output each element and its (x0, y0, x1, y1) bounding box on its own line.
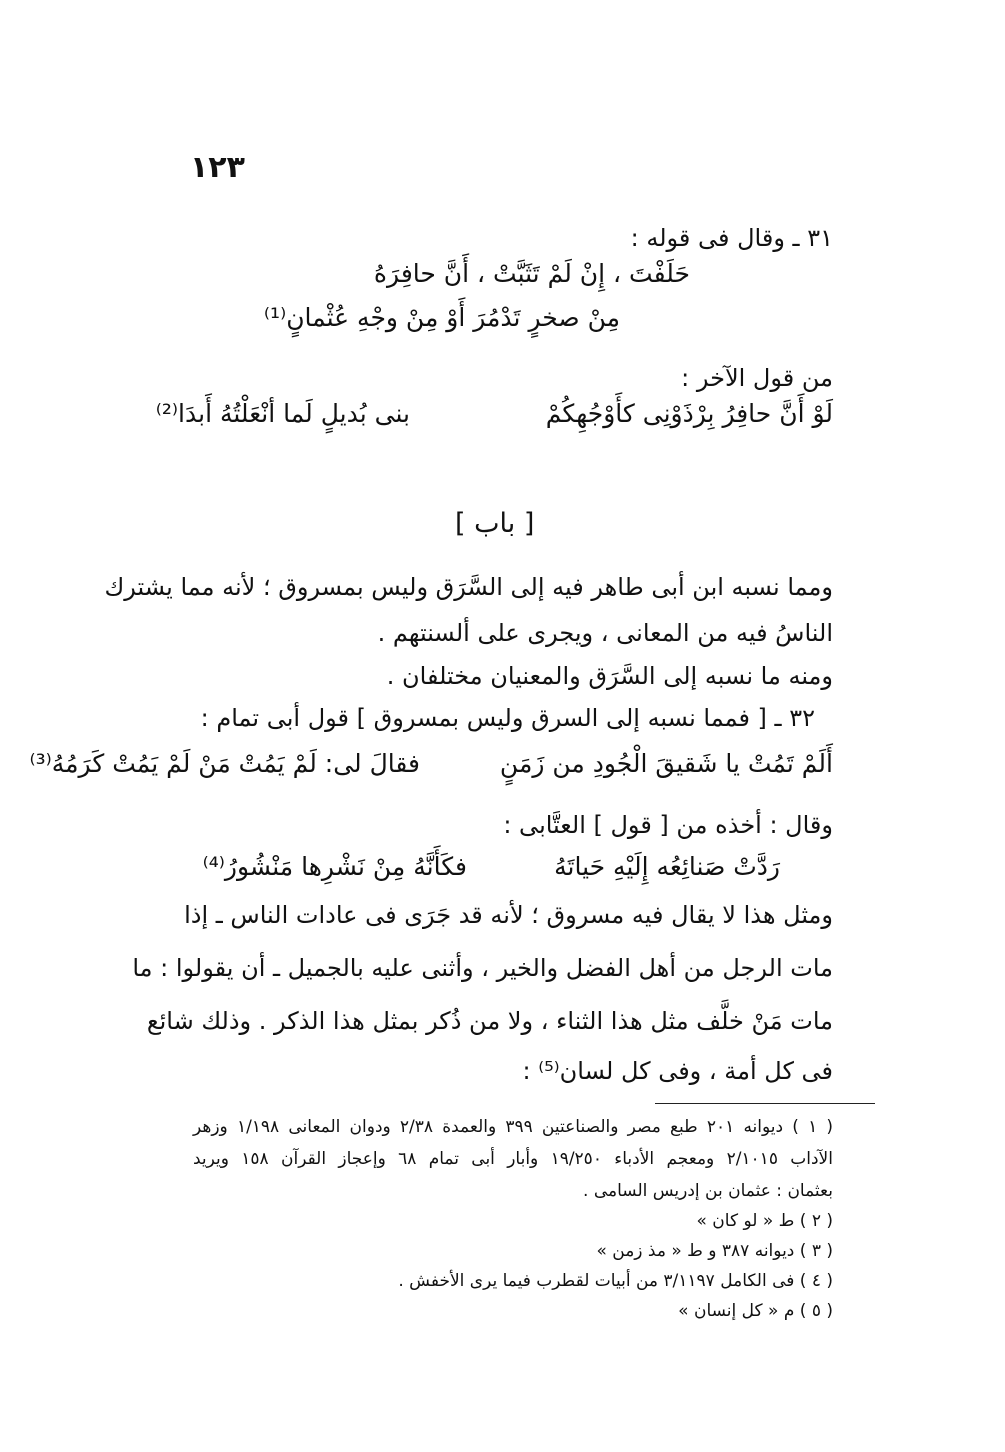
verse-32-hemistich-1: أَلَمْ تَمُتْ يا شَقيقَ الْجُودِ من زَمَنٍ (499, 749, 833, 778)
footnote-5: ( ٥ ) م « كل إنسان » (678, 1301, 833, 1321)
verse-line-2: مِنْ صخرٍ تَدْمُرَ أَوْ مِنْ وجْهِ عُثْمانٍ⁽¹⁾ (263, 303, 620, 332)
other-verse-hemistich-1: لَوْ أَنَّ حافِرُ بِرْذَوْنِى كأَوْجُهِكُمْ (545, 399, 833, 428)
verse-32-hemistich-2: فقالَ لى: لَمْ يَمُتْ مَنْ لَمْ يَمُتْ كَرَمُهُ⁽³⁾ (29, 749, 420, 778)
footnote-3: ( ٣ ) ديوانه ٣٨٧ و ط « مذ زمن » (596, 1241, 833, 1261)
footnote-1-line-1: ( ١ ) ديوانه ٢٠١ طبع مصر والصناعتين ٣٩٩ والعمدة ٢/٣٨ ودوان المعانى ١/١٩٨ وزهر (193, 1117, 834, 1137)
paragraph-3-line-4: فى كل أمة ، وفى كل لسان⁽⁵⁾ : (522, 1057, 833, 1085)
footnote-separator (655, 1103, 875, 1104)
footnote-4: ( ٤ ) فى الكامل ٣/١١٩٧ من أبيات لقطرب فيما يرى الأخفش . (398, 1271, 833, 1291)
verse-atabi-hemistich-1: رَدَّتْ صَنائِعُه إِلَيْهِ حَياتَهُ (554, 852, 780, 881)
section-32-intro: ٣٢ ـ [ فمما نسبه إلى السرق وليس بمسروق ] قول أبى تمام : (200, 704, 815, 732)
section-heading: [ باب ] (455, 508, 535, 539)
footnote-1-line-2: الآداب ٢/١٠١٥ ومعجم الأدباء ١٩/٢٥٠ وأبار أبى تمام ٦٨ وإعجاز القرآن ١٥٨ ويريد (193, 1149, 833, 1169)
paragraph-3-line-1: ومثل هذا لا يقال فيه مسروق ؛ لأنه قد جَرَى فى عادات الناس ـ إذا (184, 901, 833, 929)
paragraph-3-line-3: مات مَنْ خلَّف مثل هذا الثناء ، ولا من ذُكر بمثل هذا الذكر . وذلك شائع (146, 1007, 833, 1035)
source-intro: وقال : أخذه من [ قول ] العتَّابى : (503, 811, 833, 839)
page-number: ١٢٣ (190, 150, 245, 185)
verse-atabi-hemistich-2: فكَأَنَّهُ مِنْ نَشْرِها مَنْشُورُ⁽⁴⁾ (202, 852, 467, 881)
paragraph-1-line-1: ومما نسبه ابن أبى طاهر فيه إلى السَّرَق وليس بمسروق ؛ لأنه مما يشترك (104, 573, 833, 601)
section-31-intro: ٣١ ـ وقال فى قوله : (630, 224, 833, 252)
other-verse-hemistich-2: بنى بُديلٍ لَما أنْعَلْتُهُ أَبدَا⁽²⁾ (155, 399, 410, 428)
footnote-1-line-3: بعثمان : عثمان بن إدريس السامى . (583, 1181, 833, 1201)
footnote-2: ( ٢ ) ط « لو كان » (696, 1211, 833, 1231)
paragraph-2: ومنه ما نسبه إلى السَّرَق والمعنيان مختلفان . (386, 662, 833, 690)
other-poet-intro: من قول الآخر : (681, 364, 833, 392)
verse-line-1: حَلَفْتَ ، إِنْ لَمْ تَثَبَّتْ ، أَنَّ حافِرَهُ (373, 259, 690, 288)
paragraph-3-line-2: مات الرجل من أهل الفضل والخير ، وأثنى عليه بالجميل ـ أن يقولوا : ما (132, 954, 833, 982)
paragraph-1-line-2: الناسُ فيه من المعانى ، ويجرى على ألسنتهم . (377, 619, 833, 647)
